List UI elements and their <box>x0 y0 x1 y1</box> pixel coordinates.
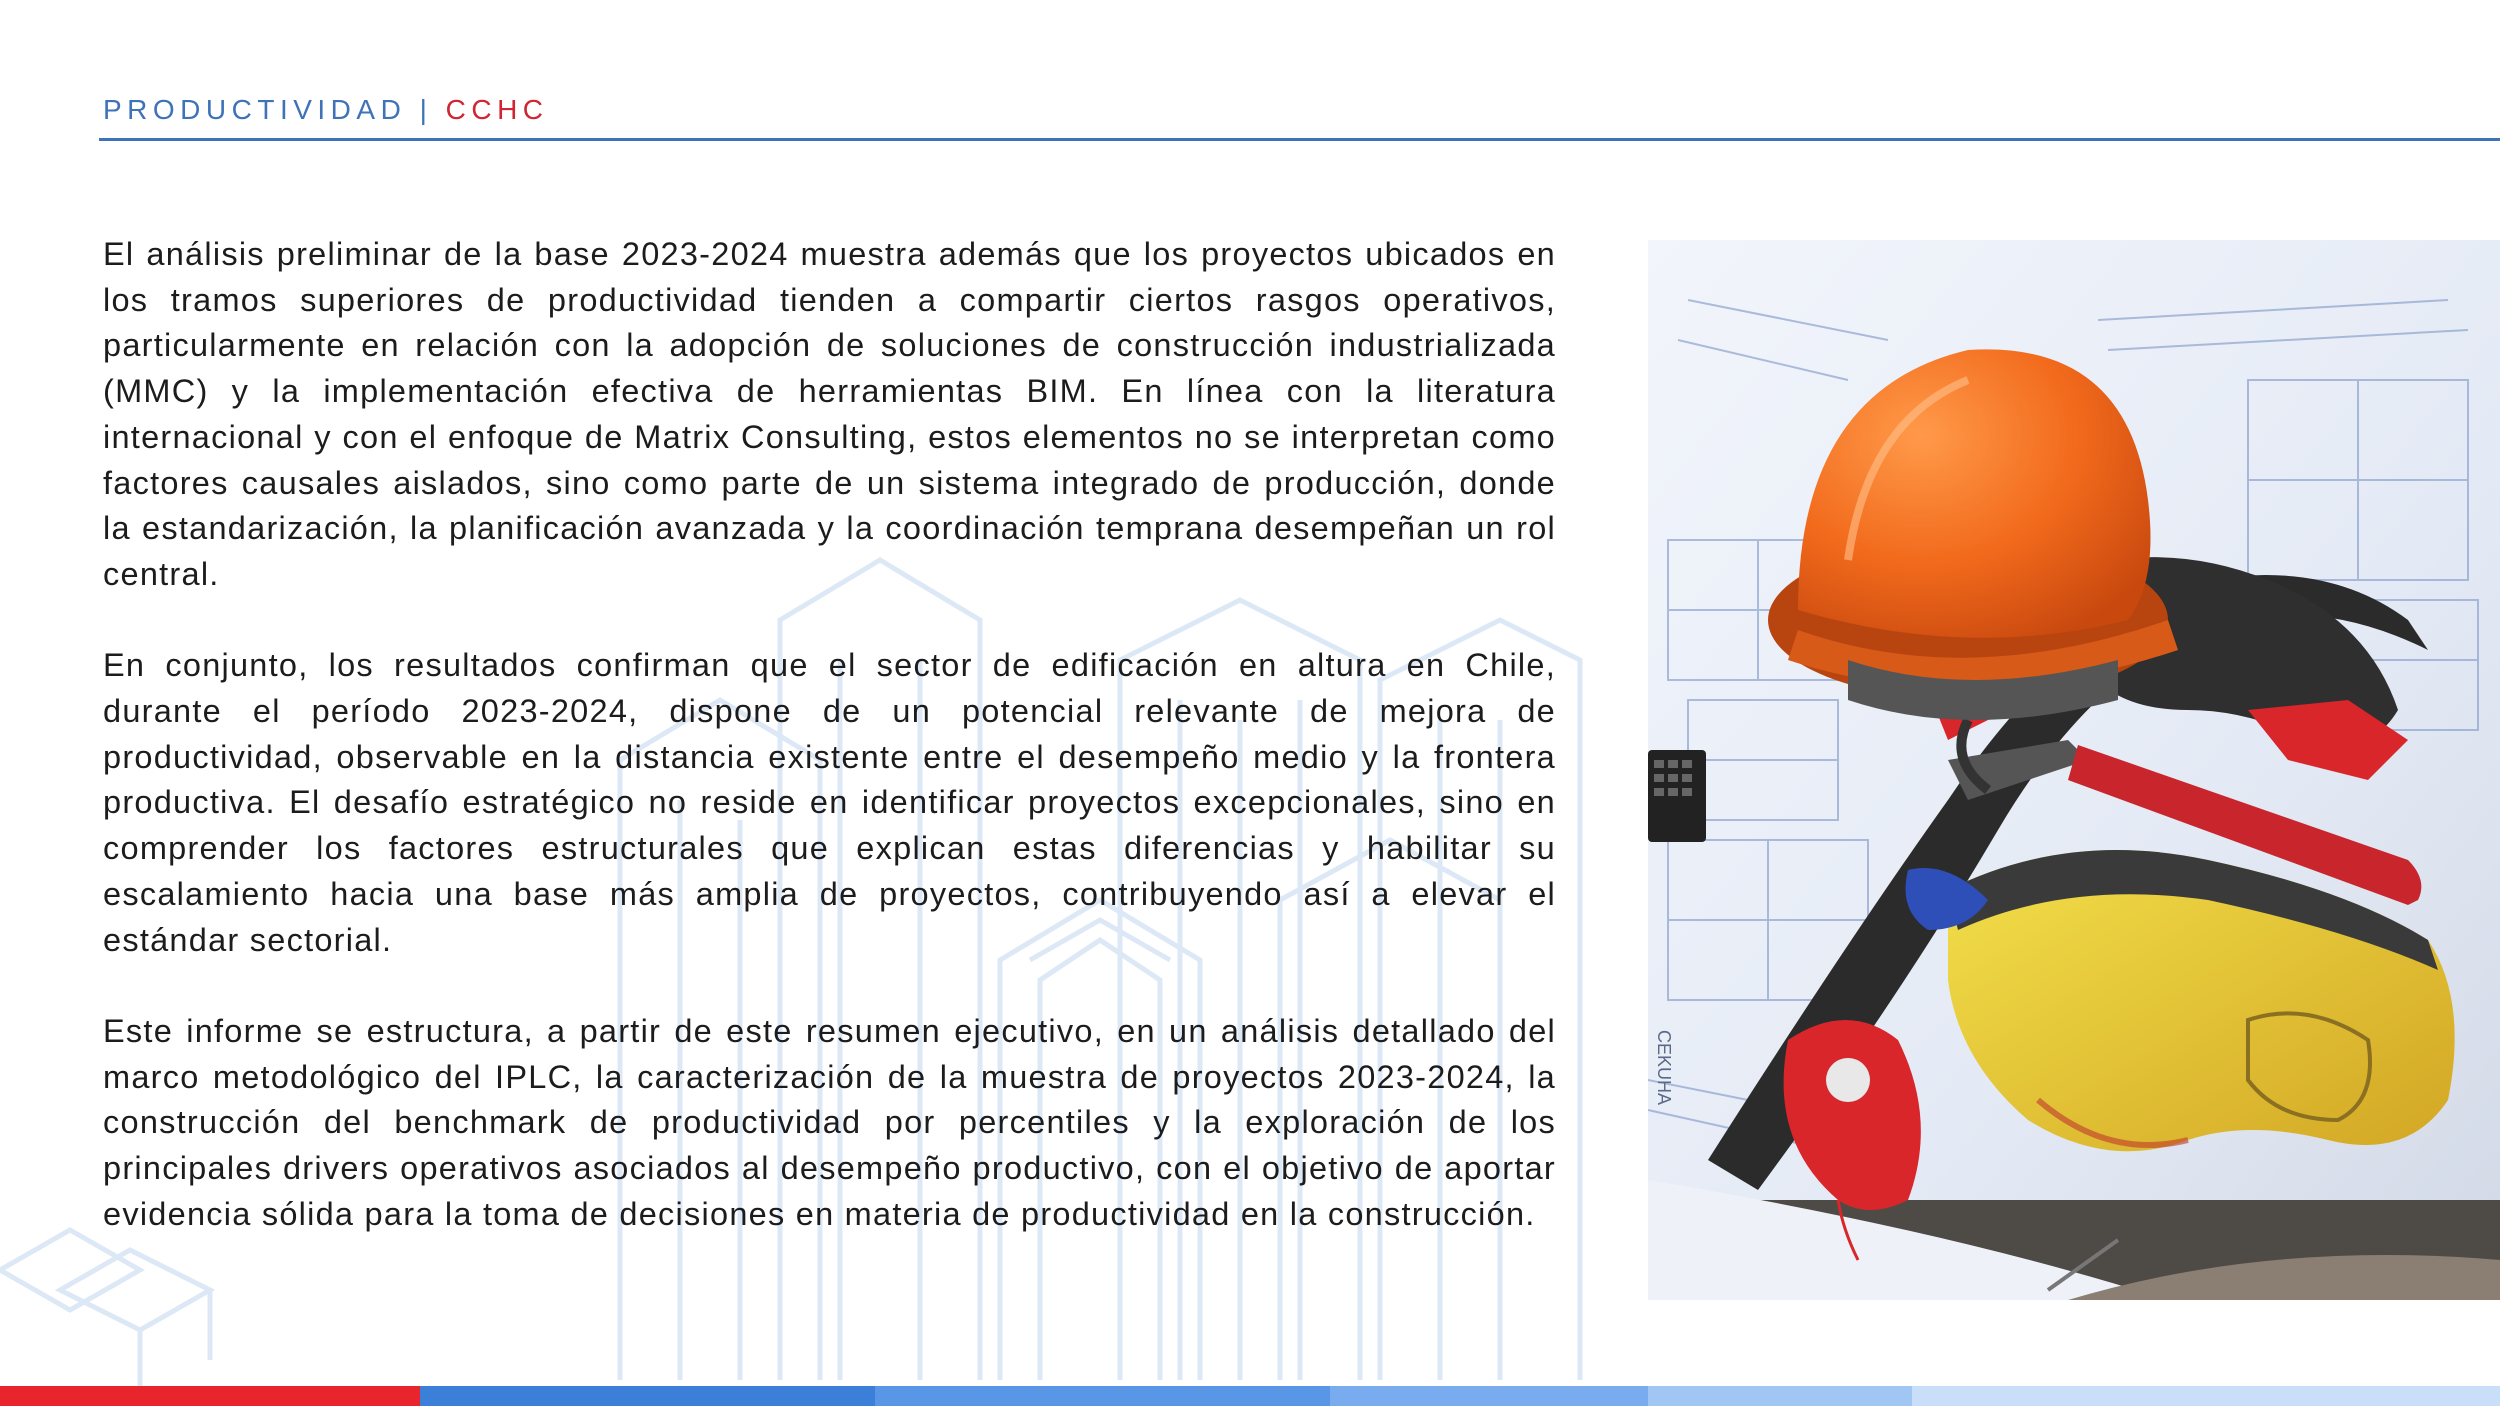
footer-segment-blue-5 <box>1912 1386 2500 1406</box>
footer-color-bar <box>0 1386 2500 1406</box>
paragraph-2: En conjunto, los resultados confirman que el sector de edificación en altura en Chile, durante el período 2023-2024, dispone de un potencial relevante de mejora de productividad, observable en la distancia existente entre el desempeño medio y la frontera productiva. El desafío estratégico no reside en identificar proyectos excepcionales, sino en comprender los factores estructurales que explican estas diferencias y habilitar su escalamiento hacia una base más amplia de proyectos, contribuyendo así a elevar el estándar sectorial. <box>103 647 1556 958</box>
footer-segment-blue-3 <box>1330 1386 1648 1406</box>
paragraph-1: El análisis preliminar de la base 2023-2024 muestra además que los proyectos ubicados en los tramos superiores de productividad tienden a compartir ciertos rasgos operativos, particularmente en relación con la adopción de soluciones de construcción industrializada (MMC) y la implementación efectiva de herramientas BIM. En línea con la literatura internacional y con el enfoque de Matrix Consulting, estos elementos no se interpretan como factores causales aislados, sino como parte de un sistema integrado de producción, donde la estandarización, la planificación avanzada y la coordinación temprana desempeñan un rol central. <box>103 236 1556 592</box>
header-separator: | <box>419 94 433 125</box>
footer-segment-blue-2 <box>875 1386 1330 1406</box>
blueprint-label: CEKUHA <box>1654 1030 1674 1106</box>
header-title-productividad: PRODUCTIVIDAD <box>103 94 407 125</box>
running-header <box>103 94 549 126</box>
footer-segment-blue-4 <box>1648 1386 1912 1406</box>
header-rule <box>99 138 2500 141</box>
construction-photo-illustration <box>1648 240 2500 1300</box>
footer-segment-blue-1 <box>420 1386 875 1406</box>
body-text <box>103 232 1556 1283</box>
paragraph-3: Este informe se estructura, a partir de este resumen ejecutivo, en un análisis detallado del marco metodológico del IPLC, la caracterización de la muestra de proyectos 2023-2024, la construcción del benchmark de productividad por percentiles y la exploración de los principales drivers operativos asociados al desempeño productivo, con el objetivo de aportar evidencia sólida para la toma de decisiones en materia de productividad en la construcción. <box>103 1012 1556 1232</box>
footer-segment-red <box>0 1386 420 1406</box>
construction-photo <box>1648 240 2500 1300</box>
header-title-cchc: CCHC <box>445 94 549 125</box>
